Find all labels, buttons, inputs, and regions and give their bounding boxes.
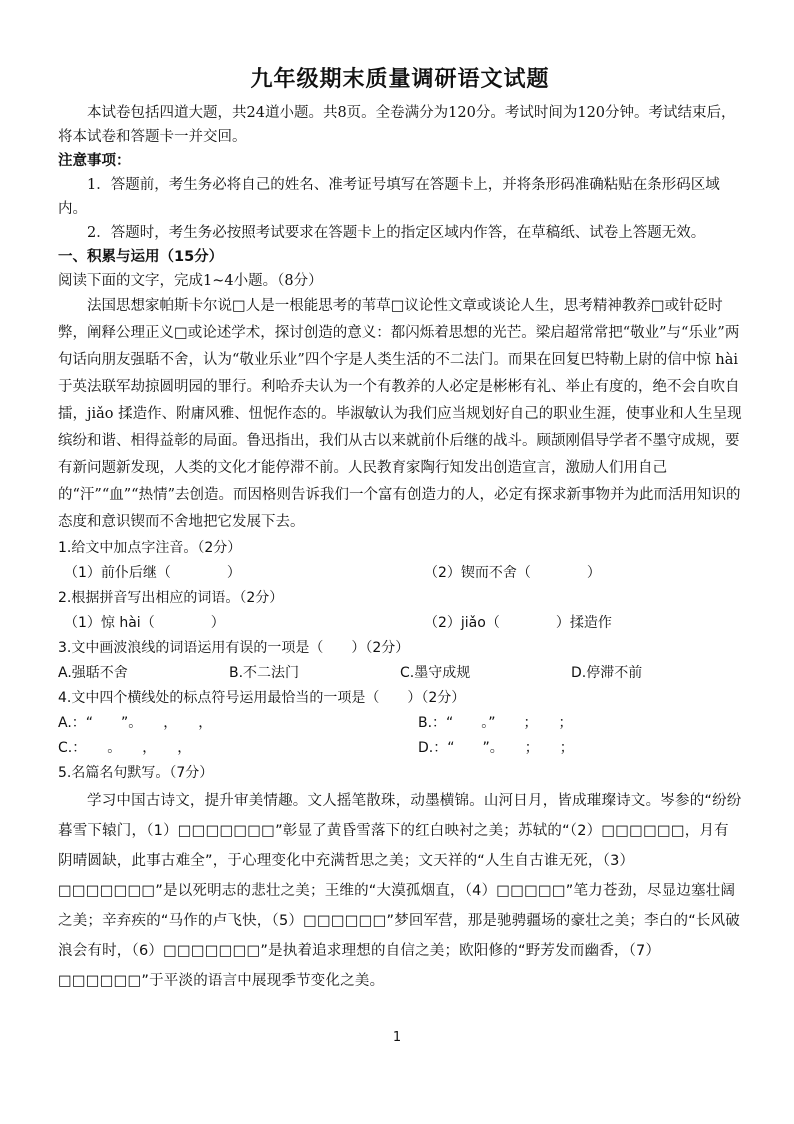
question-5-text: 学习中国古诗文，提升审美情趣。文人摇笔散珠，动墨横锦。山河日月，皆成璀璨诗文。岑参的“纷纷暮雪下辕门，（1）□□□□□□□”彰显了黄昏雪落下的红白映衬之美；苏轼的“（2）□□□□□□，月有阴晴圆缺，此事古难全”，于心理变化中充满哲思之美；文天祥的“人生自古谁无死，（3）□□□□□□□”是以死明志的悲壮之美；王维的“大漠孤烟直，（4）□□□□□”笔力苍劲，尽显边塞壮阔之美；辛弃疾的“马作的卢飞快，（5）□□□□□□”梦回军营，那是驰骋疆场的豪壮之美；李白的“长风破浪会有时，（6）□□□□□□□”是执着追求理想的自信之美；欧阳修的“野芳发而幽香，（7）□□□□□□”于平淡的语言中展现季节变化之美。 bbox=[58, 793, 742, 989]
option-a: A.：“ ”。 ， ， bbox=[58, 715, 213, 731]
reading-intro: 阅读下面的文字，完成1~4小题。（8分） bbox=[58, 273, 323, 289]
option-b: B.：“ 。” ； ； bbox=[418, 715, 573, 731]
notes-heading: 注意事项： bbox=[58, 153, 131, 169]
page-number: 1 bbox=[392, 1030, 402, 1045]
option-d: D.：“ ”。 ； ； bbox=[418, 740, 574, 756]
question-5-stem: 5.名篇名句默写。（7分） bbox=[58, 765, 214, 781]
note-item: 1．答题前，考生务必将自己的姓名、准考证号填写在答题卡上，并将条形码准确粘贴在条形码区域内。 bbox=[58, 177, 720, 217]
question-1-b: （2）锲而不舍（ ） bbox=[424, 565, 601, 581]
option-c: C.： 。 ， ， bbox=[58, 740, 192, 756]
question-2-a: （1）惊 hài（ ） bbox=[64, 615, 225, 631]
question-1-a: （1）前仆后继（ ） bbox=[64, 565, 241, 581]
note-item: 2．答题时，考生务必按照考试要求在答题卡上的指定区域内作答，在草稿纸、试卷上答题无效。 bbox=[87, 225, 706, 241]
intro-text: 本试卷包括四道大题，共24道小题。共8页。全卷满分为120分。考试时间为120分钟。考试结束后，将本试卷和答题卡一并交回。 bbox=[58, 105, 736, 145]
option-b: B.不二法门 bbox=[229, 665, 300, 681]
passage-paragraph: 法国思想家帕斯卡尔说□人是一根能思考的苇草□议论性文章或谈论人生，思考精神教养□或针砭时弊，阐释公理正义□或论述学术，探讨创造的意义：都闪烁着思想的光芒。梁启超常常把“敬业”与“乐业”两句话向朋友强聒不舍，认为“敬业乐业”四个字是人类生活的不二法门。而果在回复巴特勒上尉的信中惊 hài 于英法联军劫掠圆明园的罪行。利哈乔夫认为一个有教养的人必定是彬彬有礼、举止有度的，绝不会自吹自擂，jiǎo 揉造作、附庸风雅、忸怩作态的。毕淑敏认为我们应当规划好自己的职业生涯，使事业和人生呈现缤纷和谐、相得益彰的局面。鲁迅指出，我们从古以来就前仆后继的战斗。顾颉刚倡导学者不墨守成规，要有新问题新发现，人类的文化才能停滞不前。人民教育家陶行知发出创造宣言，激励人们用自己的“汗”“血”“热情”去创造。而因格则告诉我们一个富有创造力的人，必定有探求新事物并为此而活用知识的态度和意识锲而不舍地把它发展下去。 bbox=[58, 298, 742, 530]
question-2-b: （2）jiǎo（ ）揉造作 bbox=[424, 615, 612, 631]
question-2-items bbox=[58, 611, 742, 636]
option-c: C.墨守成规 bbox=[400, 665, 471, 681]
question-4-row-1 bbox=[58, 711, 742, 736]
question-4-row-2 bbox=[58, 736, 742, 761]
question-1-stem: 1.给文中加点字注音。（2分） bbox=[58, 540, 242, 556]
question-3-options bbox=[58, 661, 742, 686]
question-2-stem: 2.根据拼音写出相应的词语。（2分） bbox=[58, 590, 284, 606]
option-a: A.强聒不舍 bbox=[58, 665, 128, 681]
question-4-stem: 4.文中四个横线处的标点符号运用最恰当的一项是（ ）（2分） bbox=[58, 690, 466, 706]
section-heading: 一、积累与运用（15分） bbox=[58, 249, 224, 265]
question-3-stem: 3.文中画波浪线的词语运用有误的一项是（ ）（2分） bbox=[58, 640, 410, 656]
page-title: 九年级期末质量调研语文试题 bbox=[250, 67, 550, 92]
exam-page bbox=[58, 62, 742, 996]
question-1-items bbox=[58, 561, 742, 586]
reading-passage bbox=[58, 293, 742, 536]
option-d: D.停滞不前 bbox=[571, 665, 643, 681]
